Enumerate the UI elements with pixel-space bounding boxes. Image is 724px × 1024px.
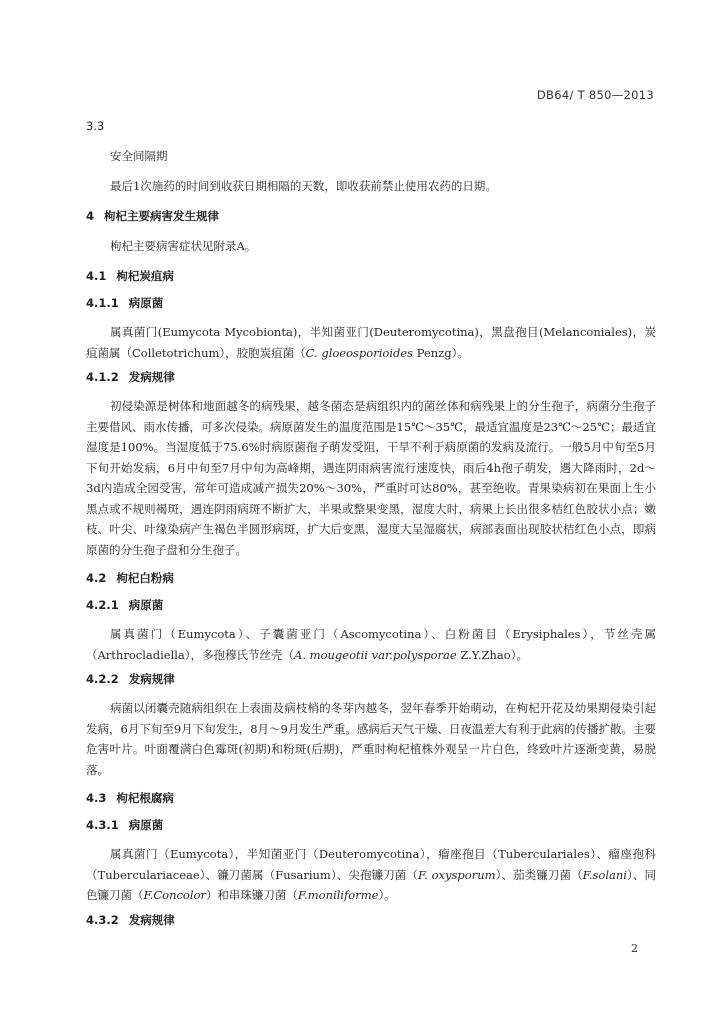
section-4-1-1-text: 属真菌门(Eumycota Mycobionta)，半知菌亚门(Deuteromycotina)，黑盘孢目(Melanconiales)，炭疽菌属（Colletotrichum），胶胞炭疽菌（C. gloeosporioides Penzg）。 bbox=[86, 325, 656, 360]
section-3-3-number: 3.3 bbox=[86, 119, 105, 133]
standard-code: DB64/ T 850—2013 bbox=[536, 88, 654, 102]
section-number: 4.3.1 bbox=[86, 818, 119, 832]
section-number: 4.3 bbox=[86, 791, 107, 805]
page-number: 2 bbox=[631, 942, 638, 955]
section-number: 4.1.2 bbox=[86, 370, 119, 384]
section-4-2-1-heading bbox=[86, 597, 656, 614]
section-4-3-2-heading bbox=[86, 912, 656, 929]
section-title: 病原菌 bbox=[128, 296, 164, 310]
section-4-1-1-heading bbox=[86, 295, 656, 312]
section-number: 4.2 bbox=[86, 571, 107, 585]
section-title: 枸杞炭疽病 bbox=[116, 269, 174, 283]
section-4-3-1-heading bbox=[86, 817, 656, 834]
section-number: 4.2.1 bbox=[86, 598, 119, 612]
section-3-3-term: 安全间隔期 bbox=[110, 149, 168, 163]
section-4-1-2-heading bbox=[86, 369, 656, 386]
section-title: 发病规律 bbox=[128, 370, 175, 384]
section-4-1-heading bbox=[86, 268, 656, 285]
section-4-3-heading bbox=[86, 790, 656, 807]
section-title: 枸杞白粉病 bbox=[116, 571, 174, 585]
section-number: 4.3.2 bbox=[86, 912, 119, 927]
page-content bbox=[86, 118, 656, 929]
section-number: 4 bbox=[86, 209, 95, 223]
section-4-2-1-text: 属真菌门（Eumycota）、子囊菌亚门（Ascomycotina）、白粉菌目（Erysiphales），节丝壳属（Arthrocladiella），多孢穆氏节丝壳（A. mougeotii var.polysporae Z.Y.Zhao）。 bbox=[86, 627, 656, 662]
section-title: 病原菌 bbox=[128, 818, 164, 832]
section-title: 枸杞主要病害发生规律 bbox=[104, 209, 220, 223]
section-number: 4.1 bbox=[86, 269, 107, 283]
section-title: 发病规律 bbox=[128, 672, 175, 686]
section-4-3-1-text: 属真菌门（Eumycota），半知菌亚门（Deuteromycotina），瘤座孢目（Tuberculariales）、瘤座孢科（Tuberculariaceae）、镰刀菌属（Fusarium）、尖孢镰刀菌（F. oxysporum）、茄类镰刀菌（F.solani）、同色镰刀菌（F.Concolor）和串珠镰刀菌（F.moniliforme）。 bbox=[86, 847, 657, 902]
section-number: 4.1.1 bbox=[86, 296, 119, 310]
section-4-1-2-text: 初侵染源是树体和地面越冬的病残果，越冬菌态是病组织内的菌丝体和病残果上的分生孢子，病菌分生孢子主要借风、雨水传播，可多次侵染。病原菌发生的温度范围是15℃～35℃，最适宜温度是23℃～25℃；最适宜湿度是100%。当湿度低于75.6%时病原菌孢子萌发受阻，干旱不利于病原菌的发病及流行。一般5月中旬至5月下旬开始发病，6月中旬至7月中旬为高峰期，遇连阴雨病害流行速度快，雨后4h孢子萌发，遇大降雨时，2d～3d内造成全园受害，常年可造成减产损失20%～30%，严重时可达80%，甚至绝收。青果染病初在果面上生小黑点或不规则褐斑，遇连阴雨病斑不断扩大，半果或整果变黑，湿度大时，病果上长出很多桔红色胶状小点；嫩枝、叶尖、叶缘染病产生褐色半圆形病斑，扩大后变黑，湿度大呈湿腐状，病部表面出现胶状桔红色小点，即病原菌的分生孢子盘和分生孢子。 bbox=[86, 399, 656, 557]
section-4-2-heading bbox=[86, 570, 656, 587]
section-4-intro: 枸杞主要病害症状见附录A。 bbox=[110, 239, 257, 253]
section-title: 发病规律 bbox=[128, 912, 175, 927]
section-4-2-2-text: 病菌以闭囊壳随病组织在上表面及病枝梢的冬芽内越冬，翌年春季开始萌动，在枸杞开花及幼果期侵染引起发病，6月下旬至9月下旬发生，8月～9月发生严重。感病后天气干燥、日夜温差大有利于此病的传播扩散。主要危害叶片。叶面覆满白色霉斑(初期)和粉斑(后期)，严重时枸杞植株外观呈一片白色，终致叶片逐渐变黄，易脱落。 bbox=[86, 701, 656, 777]
section-4-heading bbox=[86, 208, 656, 225]
section-title: 病原菌 bbox=[128, 598, 164, 612]
section-number: 4.2.2 bbox=[86, 672, 119, 686]
section-4-2-2-heading bbox=[86, 671, 656, 688]
section-3-3-definition: 最后1次施药的时间到收获日期相隔的天数，即收获前禁止使用农药的日期。 bbox=[110, 179, 497, 193]
section-title: 枸杞根腐病 bbox=[116, 791, 174, 805]
